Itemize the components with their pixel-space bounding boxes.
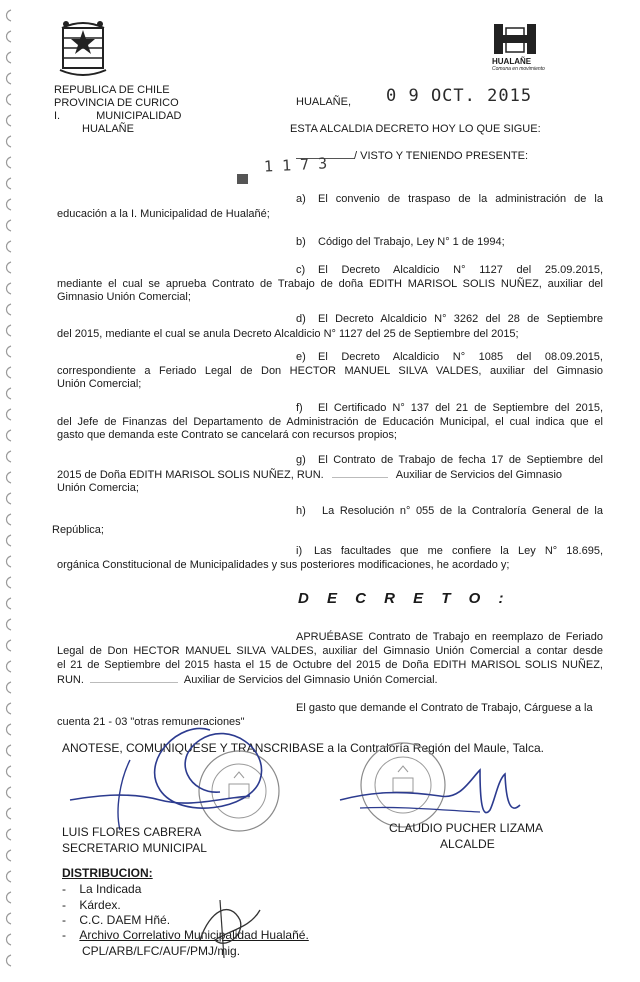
- distribution-item: - Archivo Correlativo Municipalidad Hualañé.: [62, 928, 309, 942]
- distribution-item: - La Indicada: [62, 882, 142, 896]
- secretary-name: LUIS FLORES CABRERA: [62, 825, 202, 839]
- distribution-initials: CPL/ARB/LFC/AUF/PMJ/mig.: [82, 944, 241, 958]
- item-a-line-2: educación a la I. Municipalidad de Hualañé;: [57, 208, 270, 220]
- resolution-line-1: APRUÉBASE Contrato de Trabajo en reemplazo de Feriado: [296, 631, 603, 643]
- coat-of-arms-icon: [60, 20, 106, 78]
- anotese-line: ANOTESE, COMUNIQUESE Y TRANSCRIBASE a la Contraloría Región del Maule, Talca.: [62, 741, 544, 755]
- item-f-first: El Certificado N° 137 del 21 de Septiembre del 2015,: [318, 402, 603, 414]
- item-e-line-2: correspondiente a Feriado Legal de Don HECTOR MANUEL SILVA VALDES, auxiliar del Gimnasio: [57, 365, 603, 377]
- item-f-letter: f): [296, 402, 303, 414]
- item-c-letter: c): [296, 264, 306, 276]
- logo-slogan: Comuna en movimiento: [492, 66, 545, 72]
- resolution-line-2: Legal de Don HECTOR MANUEL SILVA VALDES, auxiliar del Gimnasio Unión Comercial a contar desde: [57, 645, 603, 657]
- item-d-letter: d): [296, 313, 306, 325]
- decree-number: 1 1 7 3: [263, 154, 328, 176]
- date-place: HUALAÑE,: [296, 96, 352, 108]
- item-g-letter: g): [296, 454, 306, 466]
- mayor-role: ALCALDE: [440, 837, 495, 851]
- expense-line-2: cuenta 21 - 03 "otras remuneraciones": [57, 716, 245, 728]
- distribution-title: DISTRIBUCION:: [62, 866, 153, 880]
- mayor-name: CLAUDIO PUCHER LIZAMA: [389, 821, 544, 835]
- item-h-line-2: República;: [52, 524, 104, 536]
- distribution-item: - Kárdex.: [62, 898, 121, 912]
- header-line-municipalidad: I. MUNICIPALIDAD: [54, 110, 182, 122]
- item-e-first: El Decreto Alcaldicio N° 1085 del 08.09.2015,: [318, 351, 603, 363]
- item-e-line-3: Unión Comercial;: [57, 378, 142, 390]
- item-g-line-2: 2015 de Doña EDITH MARISOL SOLIS NUÑEZ, RUN. Auxiliar de Servicios del Gimnasio: [57, 469, 563, 481]
- decreto-title: D E C R E T O :: [298, 590, 511, 607]
- visto-line: / VISTO Y TENIENDO PRESENTE:: [296, 148, 528, 163]
- redacted-run-2: [90, 673, 178, 683]
- binder-holes: [2, 0, 16, 982]
- secretary-signature: [60, 700, 300, 840]
- redacted-run-1: [332, 468, 388, 478]
- item-b-first: Código del Trabajo, Ley N° 1 de 1994;: [318, 236, 505, 248]
- hualane-logo-icon: [492, 22, 538, 56]
- intro-line: ESTA ALCALDIA DECRETO HOY LO QUE SIGUE:: [290, 123, 541, 135]
- item-e-letter: e): [296, 351, 306, 363]
- header-left: [54, 84, 182, 136]
- item-c-first: El Decreto Alcaldicio N° 1127 del 25.09.2015,: [318, 264, 603, 276]
- item-d-first: El Decreto Alcaldicio N° 3262 del 28 de Septiembre: [318, 313, 603, 325]
- stamped-date: 0 9 OCT. 2015: [386, 86, 533, 106]
- resolution-line-4: RUN. Auxiliar de Servicios del Gimnasio Unión Comercial.: [57, 674, 438, 686]
- header-line-hualane: HUALAÑE: [82, 123, 134, 135]
- secretary-role: SECRETARIO MUNICIPAL: [62, 841, 207, 855]
- item-i-letter: i): [296, 545, 303, 557]
- header-line-provincia: PROVINCIA DE CURICO: [54, 97, 179, 109]
- item-h-letter: h): [296, 505, 306, 517]
- item-a-first: El convenio de traspaso de la administración de la: [318, 193, 603, 205]
- expense-line-1: El gasto que demande el Contrato de Trabajo, Cárguese a la: [296, 702, 593, 714]
- item-a-letter: a): [296, 193, 306, 205]
- item-g-line-3: Unión Comercia;: [57, 482, 139, 494]
- item-f-line-2: del Jefe de Finanzas del Departamento de Administración de Educación Municipal, el cual indica que el: [57, 416, 603, 428]
- stamp-mark-icon: [236, 172, 250, 186]
- item-d-line-2: del 2015, mediante el cual se anula Decreto Alcaldicio N° 1127 del 25 de Septiembre del 2015;: [57, 328, 519, 340]
- logo-name: HUALAÑE: [492, 57, 532, 66]
- item-f-line-3: gasto que demanda este Contrato se cancelará con recursos propios;: [57, 429, 397, 441]
- item-h-first: La Resolución n° 055 de la Contraloría General de la: [322, 505, 603, 517]
- item-g-first: El Contrato de Trabajo de fecha 17 de Septiembre del: [318, 454, 603, 466]
- item-i-line-2: orgánica Constitucional de Municipalidades y sus posteriores modificaciones, he acordado y;: [57, 559, 510, 571]
- distribution-signature: [190, 890, 270, 960]
- item-i-first: Las facultades que me confiere la Ley N° 18.695,: [314, 545, 603, 557]
- item-b-letter: b): [296, 236, 306, 248]
- distribution-item: - C.C. DAEM Hñé.: [62, 913, 171, 927]
- item-c-line-2: mediante el cual se aprueba Contrato de Trabajo de doña EDITH MARISOL SOLIS NUÑEZ, auxiliar del: [57, 278, 603, 290]
- resolution-line-3: el 21 de Septiembre del 2015 hasta el 15 de Octubre del 2015 de Doña EDITH MARISOL SOLIS NUÑEZ,: [57, 659, 603, 671]
- item-c-line-3: Gimnasio Unión Comercial;: [57, 291, 191, 303]
- header-line-republica: REPUBLICA DE CHILE: [54, 84, 170, 96]
